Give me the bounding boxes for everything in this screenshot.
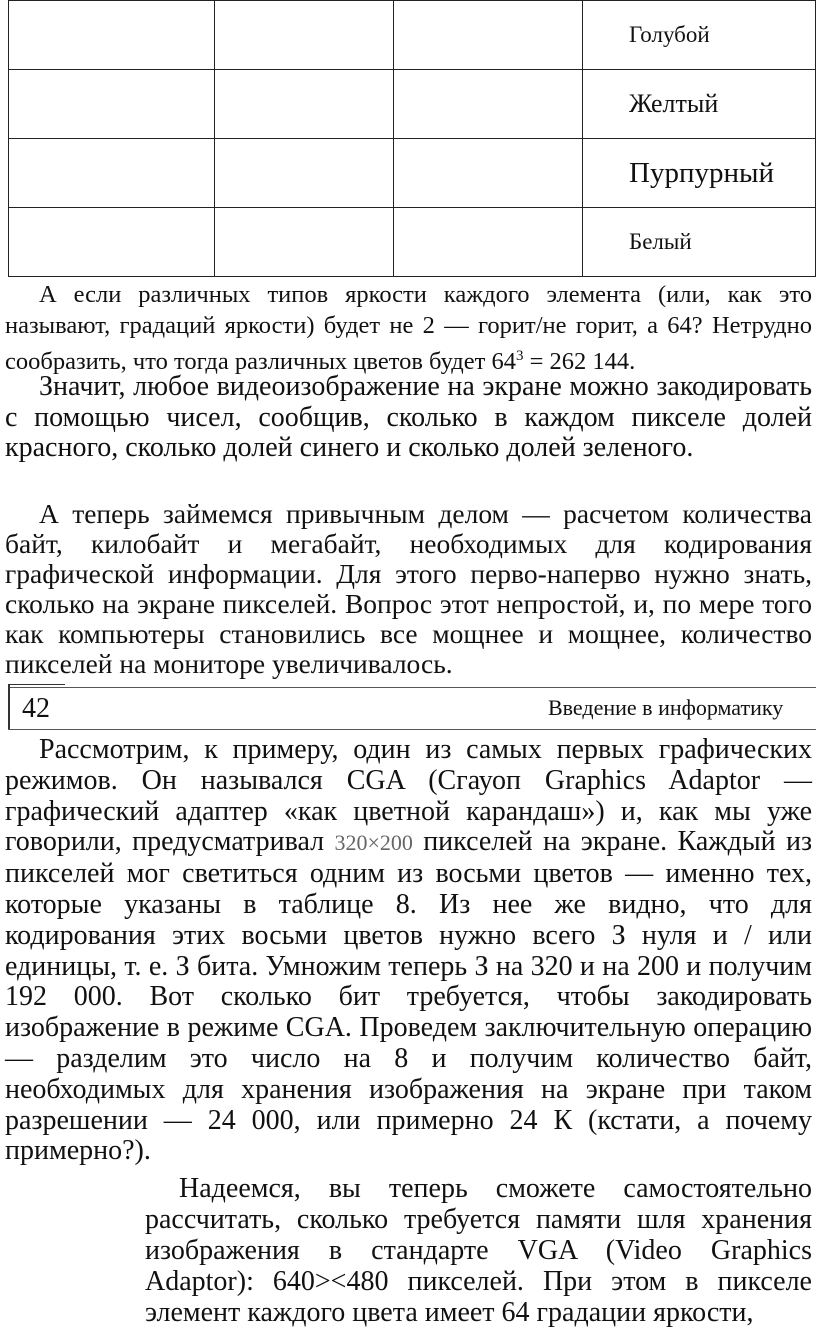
paragraph-text: А если различных типов яркости каждого элемента (или, как это называют, градаций яркости) будет не 2 — горит/не горит, а 64? Нетрудно сообразить, что тогда различных цветов будет 64 [5, 281, 812, 376]
table-cell [9, 70, 215, 139]
resolution-formula: 320×200 [334, 830, 413, 856]
paragraph-vga: Надеемся, вы теперь сможете самостоятельно рассчитать, сколько требуется памяти шля хранения изображения в стандарте VGA (Video Graphics Adaptor): 640><480 пикселей. При этом в пикселе элемент каждого цвета имеет 64 градации яркости, [145, 1173, 812, 1328]
table-cell [583, 70, 816, 139]
table-cell [583, 139, 816, 208]
table-cell [215, 139, 394, 208]
paragraph-cga [5, 735, 812, 1167]
paragraph-text: Рассмотрим, к примеру, один из самых первых графических режимов. Он назывался CGA (Сгауоп Graphics Adaptor — графический адаптер «как цветной карандаш») и, как мы уже говорили, предусматривал [5, 734, 812, 858]
table-cell [583, 208, 816, 277]
table-cell [394, 208, 583, 277]
table-cell [9, 1, 215, 70]
table-cell [583, 1, 816, 70]
paragraph-encoding: Значит, любое видеоизображение на экране можно закодировать с помощью чисел, сообщив, сколько в каждом пикселе долей красного, сколько долей синего и сколько долей зеленого. [5, 371, 812, 463]
paragraph-gradations [5, 279, 812, 377]
table-cell [9, 139, 215, 208]
table-cell [215, 70, 394, 139]
table-row [9, 1, 816, 70]
color-name: Белый [629, 229, 692, 254]
color-name: Пурпурный [629, 156, 774, 189]
table-cell [394, 139, 583, 208]
paragraph-calculation: А теперь займемся привычным делом — расчетом количества байт, килобайт и мегабайт, необходимых для кодирования графической информации. Для этого перво-наперво нужно знать, сколько на экране пикселей. Вопрос этот непростой, и, по мере того как компьютеры становились все мощнее и мощнее, количество пикселей на мониторе увеличивалось. [5, 498, 812, 679]
color-name: Голубой [629, 22, 710, 47]
table-row [9, 208, 816, 277]
table-cell [394, 1, 583, 70]
page-number: 42 [22, 693, 50, 724]
superscript: 3 [515, 348, 524, 364]
table-row [9, 70, 816, 139]
table-row [9, 139, 816, 208]
color-table [8, 0, 816, 277]
paragraph-text: = 262 144. [523, 348, 636, 376]
paragraph-text: пикселей на экране. Каждый из пикселей мог светиться одним из восьми цветов — именно тех, которые указаны в таблице 8. Из нее же видно, что для кодирования этих восьми цветов нужно всего З нуля и / или единицы, т. е. З бита. Умножим теперь З на 320 и на 200 и получим 192 000. Вот сколько бит требуется, чтобы закодировать изображение в режиме CGA. Проведем заключительную операцию — разделим это число на 8 и получим количество байт, необходимых для хранения изображения на экране при таком разрешении — 24 000, или примерно 24 К (кстати, а почему примерно?). [5, 826, 813, 1167]
table-cell [394, 70, 583, 139]
color-name: Желтый [629, 89, 719, 118]
running-head: Введение в информатику [548, 695, 784, 720]
table-cell [215, 1, 394, 70]
table-cell [9, 208, 215, 277]
table-cell [215, 208, 394, 277]
